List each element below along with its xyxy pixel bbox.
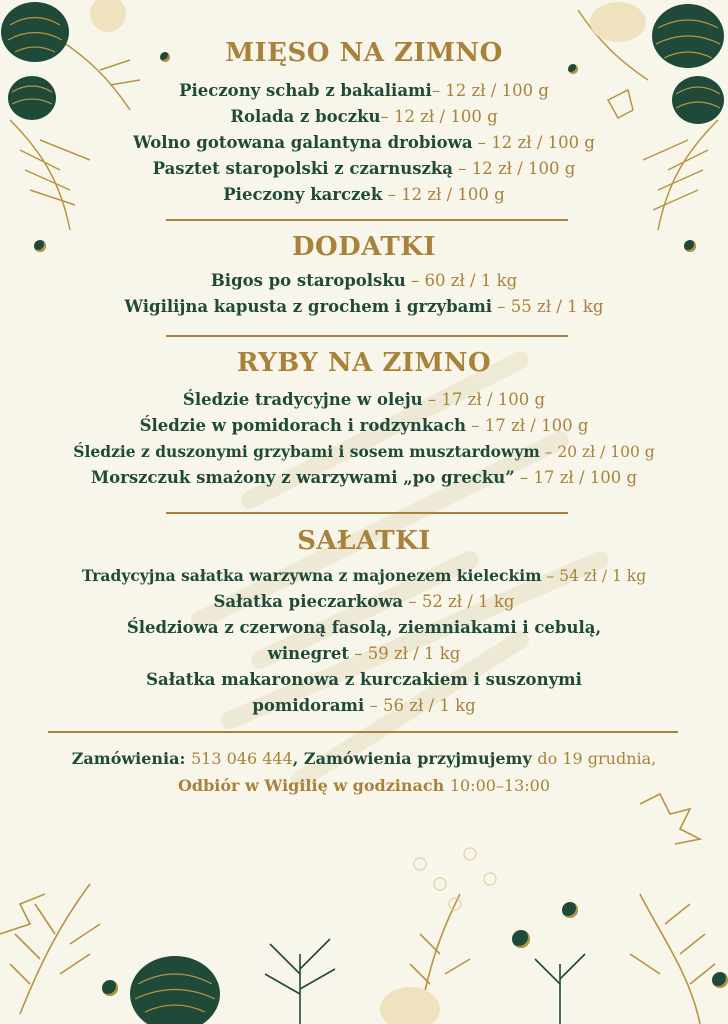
menu-item <box>0 468 728 487</box>
menu-item <box>0 618 728 637</box>
item-name: Pasztet staropolski z czarnuszką <box>152 159 453 178</box>
item-name: winegret <box>267 644 349 663</box>
item-price: – 52 zł / 1 kg <box>403 592 515 611</box>
item-name: Śledzie z duszonymi grzybami i sosem musztardowym <box>73 442 540 461</box>
item-name: Sałatka pieczarkowa <box>213 592 404 611</box>
item-name: Rolada z boczku <box>230 107 381 126</box>
item-name: Bigos po staropolsku <box>210 271 406 290</box>
order-info <box>0 749 728 768</box>
menu-item <box>0 390 728 409</box>
menu-item <box>0 416 728 435</box>
item-name: Wigilijna kapusta z grochem i grzybami <box>124 297 493 316</box>
menu-item <box>0 566 728 585</box>
pickup-hours: 10:00–13:00 <box>449 776 551 795</box>
item-name: Morszczuk smażony z warzywami „po grecku” <box>90 468 515 487</box>
section-title-sides: DODATKI <box>291 232 437 262</box>
item-price: – 17 zł / 100 g <box>422 390 546 409</box>
menu-item <box>0 297 728 316</box>
menu-item <box>0 81 728 100</box>
menu-item <box>0 159 728 178</box>
berry-icon <box>712 972 728 988</box>
item-price: – 12 zł / 100 g <box>380 107 498 126</box>
menu-item <box>0 133 728 152</box>
item-price: – 12 zł / 100 g <box>382 185 505 204</box>
item-name: Sałatka makaronowa z kurczakiem i suszonymi <box>146 670 582 689</box>
pickup-info <box>0 776 728 795</box>
menu-item <box>0 271 728 290</box>
menu-item <box>0 442 728 461</box>
item-price: – 12 zł / 100 g <box>452 159 576 178</box>
section-divider <box>166 512 568 514</box>
item-name: Pieczony karczek <box>223 185 383 204</box>
order-deadline: do 19 grudnia, <box>537 749 657 768</box>
section-title-meat: MIĘSO NA ZIMNO <box>225 38 503 68</box>
order-deadline-label: , Zamówienia przyjmujemy <box>292 749 538 768</box>
section-title-salads: SAŁATKI <box>297 526 431 556</box>
item-price: – 56 zł / 1 kg <box>364 696 476 715</box>
item-name: Wolno gotowana galantyna drobiowa <box>133 133 473 152</box>
menu-item <box>0 185 728 204</box>
item-price: – 54 zł / 1 kg <box>541 567 647 585</box>
item-name: Śledzie w pomidorach i rodzynkach <box>139 416 467 435</box>
section-divider <box>48 731 678 733</box>
item-name: Tradycyjna sałatka warzywna z majonezem kieleckim <box>81 566 542 585</box>
menu-item <box>0 696 728 715</box>
menu-item <box>0 644 728 663</box>
item-name: Śledziowa z czerwoną fasolą, ziemniakami i cebulą, <box>126 618 602 637</box>
item-price: – 17 zł / 100 g <box>514 468 638 487</box>
berry-icon <box>562 902 578 918</box>
pickup-label: Odbiór w Wigilię w godzinach <box>177 776 450 795</box>
item-name: Pieczony schab z bakaliami <box>179 81 432 100</box>
section-title-fish: RYBY NA ZIMNO <box>236 348 492 378</box>
item-price: – 17 zł / 100 g <box>466 416 589 435</box>
berry-icon <box>102 980 118 996</box>
item-name: pomidorami <box>252 696 365 715</box>
menu-item <box>0 107 728 126</box>
item-name: Śledzie tradycyjne w oleju <box>182 390 423 409</box>
item-price: – 60 zł / 1 kg <box>405 271 518 290</box>
item-price: – 55 zł / 1 kg <box>492 297 604 316</box>
section-divider <box>166 219 568 221</box>
section-divider <box>166 335 568 337</box>
item-price: – 12 zł / 100 g <box>431 81 549 100</box>
menu-item <box>0 592 728 611</box>
berry-icon <box>512 930 530 948</box>
item-price: – 20 zł / 100 g <box>539 443 655 461</box>
item-price: – 12 zł / 100 g <box>472 133 595 152</box>
item-price: – 59 zł / 1 kg <box>348 644 461 663</box>
menu-item <box>0 670 728 689</box>
order-label: Zamówienia: <box>71 749 191 768</box>
phone-number: 513 046 444 <box>190 749 293 768</box>
